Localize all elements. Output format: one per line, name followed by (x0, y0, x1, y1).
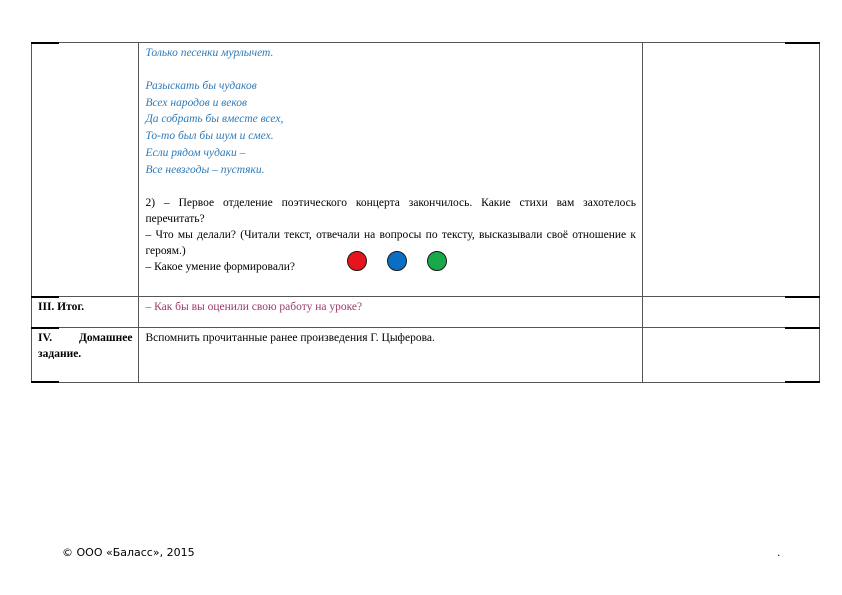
notes-cell (643, 43, 820, 297)
footer-copyright: © ООО «Баласс», 2015 (62, 546, 195, 559)
paragraph-skill: – Какое умение формировали? (145, 260, 296, 273)
poem-line: То-то был бы шум и смех. (145, 130, 274, 143)
poem-block (145, 45, 636, 195)
border-accent (785, 42, 820, 44)
paragraph-activities: – Что мы делали? (Читали текст, отвечали на вопросы по тексту, высказывали своё отношение к героям.) (145, 228, 636, 257)
stage-label-homework: IV. Домашнее задание. (38, 332, 133, 360)
stage-label-summary: III. Итог. (38, 301, 85, 313)
border-accent (31, 296, 59, 298)
poem-line: Только песенки мурлычет. (145, 47, 274, 59)
table-row (32, 328, 820, 383)
table-row (32, 297, 820, 328)
content-cell (139, 328, 643, 383)
notes-cell (643, 297, 820, 328)
border-accent (31, 381, 59, 383)
paragraph-concert: 2) – Первое отделение поэтического концерта закончилось. Какие стихи вам захотелось перечитать? (145, 196, 636, 225)
lesson-table (31, 42, 820, 383)
poem-line: Всех народов и веков (145, 96, 248, 109)
stage-cell (32, 328, 139, 383)
content-cell (139, 297, 643, 328)
poem-line: Все невзгоды – пустяки. (145, 163, 265, 176)
stage-cell (32, 297, 139, 328)
summary-question: – Как бы вы оценили свою работу на уроке? (145, 301, 363, 313)
footer-dot: . (777, 546, 781, 559)
stage-cell (32, 43, 139, 297)
content-cell (139, 43, 643, 297)
poem-line: Разыскать бы чудаков (145, 79, 257, 92)
table-row (32, 43, 820, 297)
border-accent (785, 381, 820, 383)
border-accent (785, 327, 820, 329)
poem-line: Да собрать бы вместе всех, (145, 113, 284, 126)
border-accent (785, 296, 820, 298)
poem-line: Если рядом чудаки – (145, 146, 246, 159)
border-accent (31, 327, 59, 329)
border-accent (31, 42, 59, 44)
notes-cell (643, 328, 820, 383)
homework-text: Вспомнить прочитанные ранее произведения Г. Цыферова. (145, 332, 435, 344)
